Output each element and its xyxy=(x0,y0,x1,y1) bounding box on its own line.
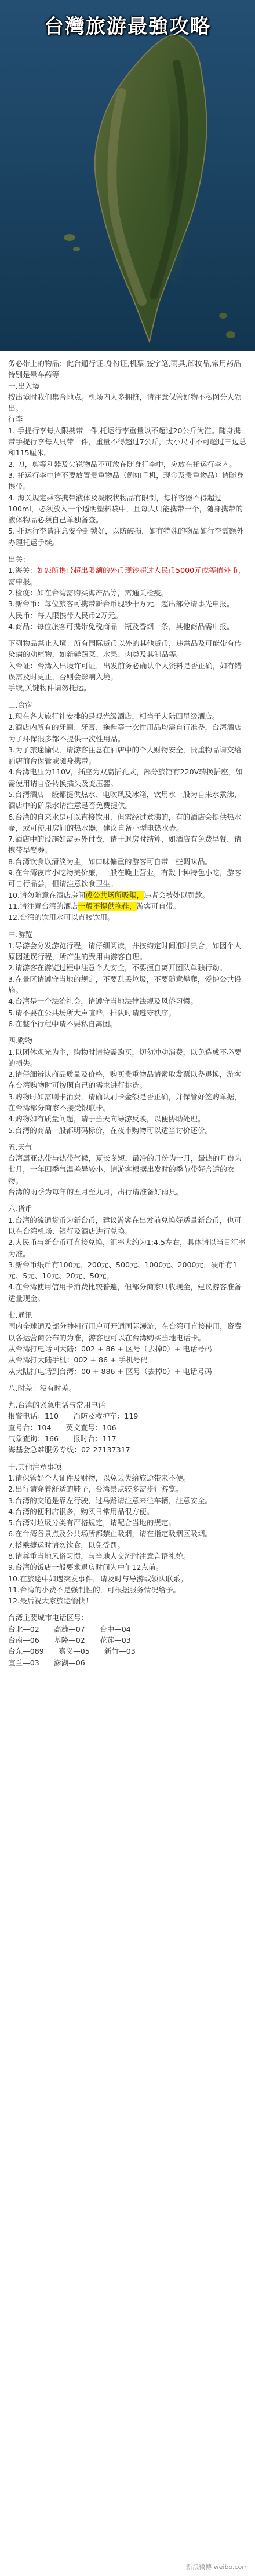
article-body xyxy=(0,351,255,1668)
article-paragraph: 4.购物如有质量问题，请于当天向导游反映，以便协助处理。 xyxy=(8,1115,205,1124)
paragraph-gap xyxy=(8,694,247,700)
article-paragraph: 8.台湾饮食以清淡为主，如口味偏重的游客可自带一些调味品。 xyxy=(8,857,213,866)
paragraph-gap xyxy=(8,1394,247,1400)
paragraph-text: 10.请勿随意在酒店房间 xyxy=(8,890,86,900)
article-paragraph: 2. 刀，剪等利器及尖锐物品不可放在随身行李中，应放在托运行李内。 xyxy=(8,459,236,469)
article-paragraph: 4.台湾的便利店很多，购买日常用品很方便。 xyxy=(8,1507,154,1516)
article-paragraph: 行李 xyxy=(8,415,23,424)
article-paragraph: 2.请仔细辨认商品质量及价格，购买贵重物品请索取发票以备退换，游客在台湾购物时可按照自己的需求进行挑选。 xyxy=(8,1070,242,1090)
article-paragraph: 五.天气 xyxy=(8,1142,32,1152)
article-paragraph: 台湾属亚热带与热带气候，夏长冬短，最冷的月份为一月，最热的月份为七月，一年四季气温差异较小，请游客根据出发时的季节带好合适的衣物。 xyxy=(8,1154,242,1185)
highlight-red-text: 如您所携带超出限额的 xyxy=(37,566,110,575)
highlight-yellow-text: 一般不提供拖鞋， xyxy=(78,901,137,911)
article-paragraph: 出关： xyxy=(8,555,30,564)
article-paragraph xyxy=(8,901,247,912)
article-paragraph: 5.请不要在公共场所大声喧哗，排队时请遵守秩序。 xyxy=(8,1008,176,1017)
article-paragraph: 5.台湾对垃圾分类有严格规定，请配合当地的规定。 xyxy=(8,1518,176,1528)
article-paragraph: 6.台湾的自来水是可以直接饮用，但需经过煮沸的，有的酒店会提供热水壶，或可使用房间的热水器，建议自备小型电热水壶。 xyxy=(8,812,242,832)
orchid-island-shape xyxy=(226,331,235,338)
highlight-yellow-text: 或公共场所吸烟， xyxy=(85,890,144,900)
paragraph-text: 11.请注意台湾的酒店 xyxy=(8,901,78,911)
article-paragraph: 入台证：台湾入出境许可证，出发前务必确认个人资料是否正确，如有错误需及时更正，否则会影响入境。 xyxy=(8,661,242,682)
article-paragraph: 2.出行请穿着舒适的鞋子，台湾景点较多需步行游览。 xyxy=(8,1485,183,1494)
article-paragraph: 9.在台湾夜市小吃物美价廉，一般在晚上营业，有数十种特色小吃，游客可自行品尝，但请注意饮食卫生。 xyxy=(8,868,242,889)
article-paragraph: 查号台：104 英文查号：106 xyxy=(8,1423,116,1432)
article-paragraph: 手续,关键物件请勿托运。 xyxy=(8,684,91,693)
article-paragraph: 1.以团体观光为主，购物时请按需购买，切勿冲动消费，以免造成不必要的损失。 xyxy=(8,1047,242,1068)
article-paragraph: 台东—089 嘉义—05 新竹—03 xyxy=(8,1647,136,1656)
paragraph-gap xyxy=(8,1136,247,1142)
article-paragraph: 3.购物时如需刷卡消费，请确认刷卡金额是否正确，并保管好签购单据，在台湾部分商家不接受银联卡。 xyxy=(8,1092,242,1112)
article-paragraph: 台湾主要城市电话区号： xyxy=(8,1613,89,1623)
paragraph-text: 游客可自带。 xyxy=(136,901,181,911)
article-paragraph: 3.为了旅途愉快，请游客注意在酒店中的个人财物安全，贵重物品请交给酒店前台保管或随身携带。 xyxy=(8,745,242,766)
article-paragraph: 务必带上的物品：此台通行证,身份证,机票,签字笔,雨具,卸妆品,常用药品特别是晕车药等 xyxy=(8,359,241,379)
article-paragraph: 4. 海关规定乘客携带液体及凝胶状物品有限制，每样容器不得超过100ml，必须放入一个透明塑料袋中，且每人只能携带一个，随身携带的液体物品必须自己单独备查。 xyxy=(8,493,243,525)
article-paragraph: 2.请游客在游览过程中注意个人安全，不要擅自离开团队单独行动。 xyxy=(8,963,227,973)
article-paragraph: 3.新台币纸币有100元、200元、500元、1000元、2000元，硬币有1元、5元、10元、20元、50元。 xyxy=(8,1260,238,1281)
paragraph-gap xyxy=(8,1606,247,1612)
article-paragraph: 十.其他注意事项 xyxy=(8,1462,62,1471)
article-paragraph: 2.人民币与新台币可直接兑换，汇率大约为1:4.5左右，具体请以当日汇率为准。 xyxy=(8,1238,246,1258)
article-paragraph: 12.最后祝大家旅途愉快！ xyxy=(8,1596,93,1606)
taiwan-satellite-image xyxy=(0,0,255,351)
article-paragraph: 6.在整个行程中请不要私自离团。 xyxy=(8,1019,118,1028)
paragraph-gap xyxy=(8,1377,247,1383)
article-paragraph: 4.台湾电压为110V，插座为双扁插孔式，部分旅馆有220V转换插座，如需使用请自备转换插头及变压器。 xyxy=(8,768,243,788)
article-paragraph: 人民币：每人限携带人民币2万元。 xyxy=(8,611,122,620)
article-paragraph: 按出境时我们集合地点。机场内人多拥挤，请注意保管好物不私图分人领出。 xyxy=(8,392,242,413)
highlight-red-text: 外币现钞超过人民币5000元或等值外币， xyxy=(110,566,246,575)
article-paragraph: 12.台湾的饮用水可以直接饮用。 xyxy=(8,913,115,922)
article-paragraph: 3. 托运行李中请不要放置贵重物品（例如手机，现金及贵重物品）请随身携带。 xyxy=(8,470,244,491)
article-paragraph: 台北—02 高雄—07 台中—04 xyxy=(8,1624,131,1634)
article-paragraph: 2.检疫：如在台湾需购买海产品等，需通关检疫。 xyxy=(8,588,169,597)
article-paragraph: 报警电话：110 消防及救护车：119 xyxy=(8,1412,139,1421)
article-paragraph: 3.台湾的交通是靠左行驶，过马路请注意来往车辆，注意安全。 xyxy=(8,1496,213,1505)
paragraph-gap xyxy=(8,632,247,638)
article-paragraph: 5.台湾酒店一般都提供热水、电吹风及冰箱，饮用水一般为自来水煮沸，酒店中的矿泉水请注意是否免费提供。 xyxy=(8,790,242,810)
article-paragraph: 8.请尊重当地风俗习惯，与当地人交流时注意言语礼貌。 xyxy=(8,1551,191,1561)
article-paragraph: 1.台湾的流通货币为新台币，建议游客在出发前兑换好适量新台币，也可以在台湾机场、银行及酒店进行兑换。 xyxy=(8,1215,242,1236)
article-paragraph: 7.酒店中的设施如需另外付费，请于退房时结算，如酒店有免费早餐，请携带早餐券。 xyxy=(8,835,242,855)
paragraph-gap xyxy=(8,1456,247,1461)
article-paragraph xyxy=(8,565,247,587)
article-paragraph: 从大陆打电话到台湾：00 + 886 + 区号（去掉0）+ 电话号码 xyxy=(8,1366,212,1376)
article-paragraph: 国内全球通及部分神州行用户可开通国际漫游，在台湾可直接使用，资费以各运营商公布的为准，游客也可以在台湾购买当地电话卡。 xyxy=(8,1322,242,1342)
article-paragraph: 3.新台币：每位旅客可携带新台币现钞十万元，超出部分请事先申报。 xyxy=(8,600,234,609)
paragraph-text: 违者会被处以罚款。 xyxy=(144,890,210,900)
article-paragraph xyxy=(8,890,247,901)
penghu-islands-shape xyxy=(64,234,75,241)
page-title: 台灣旅游最強攻略 xyxy=(44,15,211,38)
article-paragraph: 7.搭乘捷运时请勿饮食，以免受罚。 xyxy=(8,1540,125,1550)
article-paragraph: 八.时差：没有时差。 xyxy=(8,1383,76,1393)
paragraph-gap xyxy=(8,1304,247,1310)
article-paragraph: 七.通讯 xyxy=(8,1311,32,1320)
article-paragraph: 5.台湾的商品一般都明码标价，在夜市购物可以适当讨价还价。 xyxy=(8,1126,213,1135)
article-paragraph: 下列物品禁止入境：所有国际货币以外的其他货币，违禁品及可能带有传染病的动植物，如新鲜蔬菜、水果、肉类及其制品等。 xyxy=(8,639,242,659)
article-paragraph: 9.台湾的饭店一般要求退房时间为中午12点前。 xyxy=(8,1563,163,1572)
paragraph-text: 需申报。 xyxy=(8,577,38,586)
article-paragraph: 1. 手提行李每人限携带一件,托运行李重量以不超过20公斤为准。随身携带手提行李每人只带一件，重量不得超过7公斤，大小尺寸不可超过三边总和115厘米。 xyxy=(8,426,247,458)
article-paragraph: 5. 托运行李请注意安全封锁好，以防破损，如有特殊的物品如行李需额外办理托运手续。 xyxy=(8,527,244,547)
article-paragraph: 台南—06 基隆—02 花莲—03 xyxy=(8,1636,131,1645)
article-paragraph: 六.货币 xyxy=(8,1204,32,1214)
article-paragraph: 四.购物 xyxy=(8,1036,32,1046)
article-paragraph: 九.台湾的紧急电话与常用电话 xyxy=(8,1401,105,1410)
article-paragraph: 1.导游会分发游览行程，请仔细阅读，并按约定时间准时集合，如因个人原因延误行程，所产生的费用由游客自理。 xyxy=(8,941,242,962)
article-paragraph: 4.在台湾使用信用卡消费比较普遍，但部分商家只收现金，建议游客准备适量现金。 xyxy=(8,1282,242,1303)
hero-satellite-map xyxy=(0,0,255,351)
paragraph-gap xyxy=(8,923,247,929)
article-paragraph: 三.游览 xyxy=(8,930,32,939)
weibo-watermark: 新浪微博 weibo.com xyxy=(186,2563,248,2571)
article-paragraph: 宜兰—03 澎湖—06 xyxy=(8,1658,85,1667)
green-island-shape xyxy=(219,313,227,319)
article-paragraph: 台湾的雨季为每年的五月至九月，出行请准备好雨具。 xyxy=(8,1187,184,1197)
article-paragraph: 二.食宿 xyxy=(8,700,32,710)
article-paragraph: 4.台湾是一个法治社会，请遵守当地法律法规及风俗习惯。 xyxy=(8,997,198,1006)
article-paragraph: 11.台湾的小费不是强制性的，可根据服务情况给予。 xyxy=(8,1585,181,1594)
article-paragraph: 从台湾打电话回大陆：002 + 86 + 区号（去掉0）+ 电话号码 xyxy=(8,1344,212,1353)
article-paragraph: 4.商品：每位旅客可携带免税商品一瓶及香烟一条，其他商品需申报。 xyxy=(8,622,234,631)
paragraph-gap xyxy=(8,1029,247,1035)
paragraph-text: 1.海关： xyxy=(8,566,37,575)
article-paragraph: 1.现在各大旅行社安排的是观光级酒店，相当于大陆四星级酒店。 xyxy=(8,711,220,721)
article-paragraph: 一.出入境 xyxy=(8,381,40,390)
article-paragraph: 3.在景区请遵守当地的规定，不要乱丢垃圾，不要随意攀爬，爱护公共设施。 xyxy=(8,974,242,995)
article-paragraph: 10.在旅途中如遇突发事件，请及时与导游或领队联系。 xyxy=(8,1574,188,1583)
article-paragraph: 1.请保管好个人证件及财物，以免丢失给旅途带来不便。 xyxy=(8,1473,191,1482)
article-paragraph: 2.酒店内所有的牙刷、牙膏、拖鞋等一次性用品均需自行准备，台湾酒店为了环保很多都不提供一次性用品。 xyxy=(8,723,242,743)
article-paragraph: 气象查询：166 报时台：117 xyxy=(8,1434,116,1444)
article-paragraph: 海基会急难服务专线：02-27137317 xyxy=(8,1445,130,1455)
article-paragraph: 6.在台湾各景点及公共场所都禁止吸烟，请在指定吸烟区吸烟。 xyxy=(8,1529,213,1539)
paragraph-gap xyxy=(8,548,247,554)
article-paragraph: 从台湾打大陆手机：002 + 86 + 手机号码 xyxy=(8,1355,148,1365)
paragraph-gap xyxy=(8,1197,247,1203)
